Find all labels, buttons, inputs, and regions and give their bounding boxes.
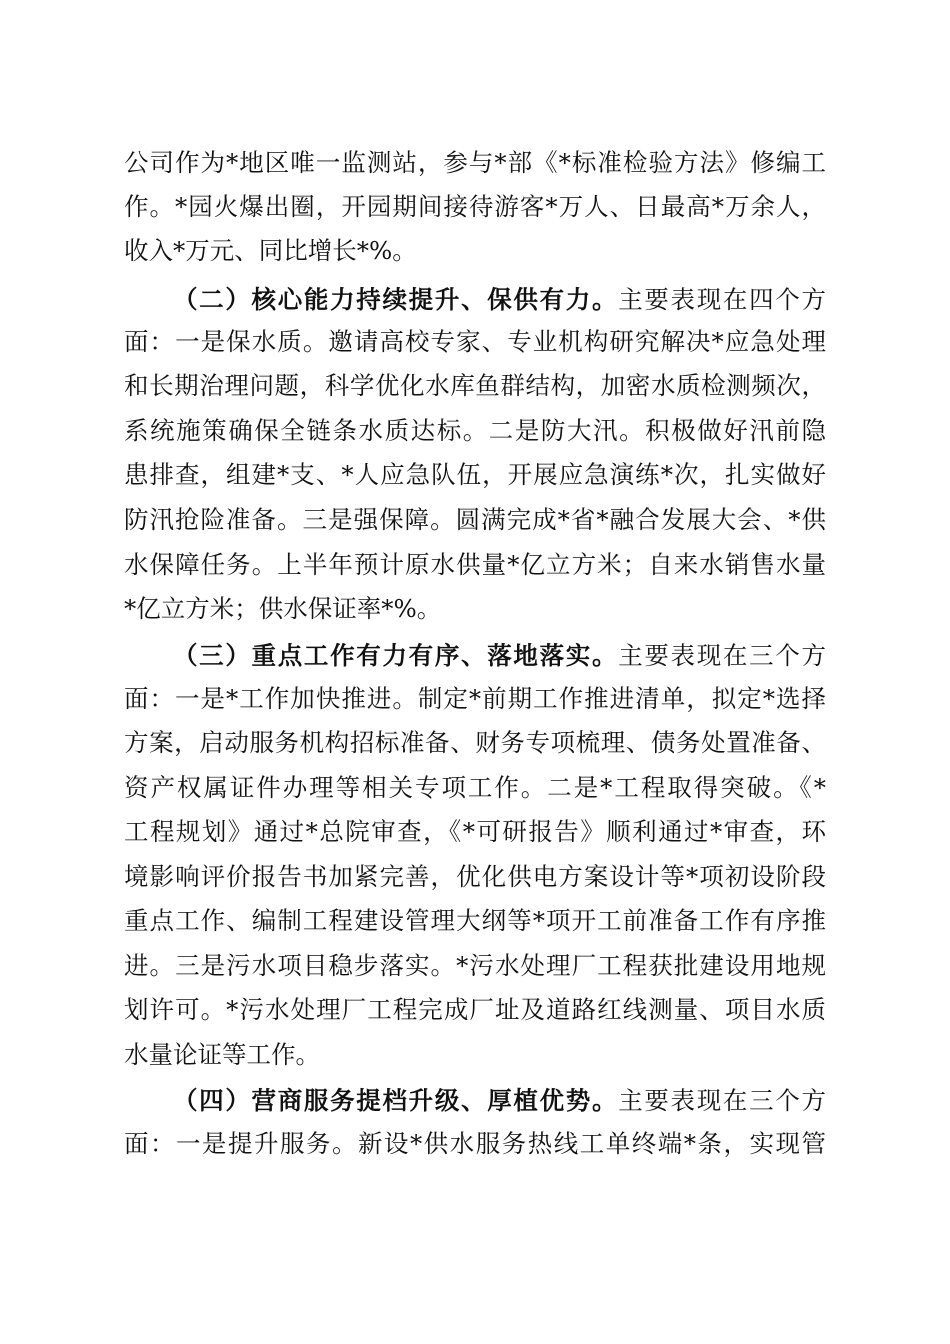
paragraph-line: 工程规划》通过*总院审查，《*可研报告》顺利通过*审查，环 [124, 817, 826, 846]
paragraph-first-line [173, 636, 826, 676]
paragraph-line: 境影响评价报告书加紧完善，优化供电方案设计等*项初设阶段 [124, 862, 826, 891]
section-heading: （三）重点工作有力有序、落地落实。 [173, 641, 619, 670]
paragraph-first-line [173, 1081, 826, 1121]
paragraph-line: 和长期治理问题，科学优化水库鱼群结构，加密水质检测频次， [124, 371, 826, 400]
paragraph-line: 资产权属证件办理等相关专项工作。二是*工程取得突破。《* [124, 773, 826, 802]
section-heading: （二）核心能力持续提升、保供有力。 [173, 285, 619, 314]
paragraph-line: 面：一是提升服务。新设*供水服务热线工单终端*条，实现管 [124, 1129, 826, 1158]
paragraph-line: 防汛抢险准备。三是强保障。圆满完成*省*融合发展大会、*供 [124, 505, 826, 534]
section-heading: （四）营商服务提档升级、厚植优势。 [173, 1086, 619, 1115]
paragraph-line: 患排查，组建*支、*人应急队伍，开展应急演练*次，扎实做好 [124, 460, 826, 489]
paragraph-line: 重点工作、编制工程建设管理大纲等*项开工前准备工作有序推 [124, 906, 826, 935]
paragraph-line: 划许可。*污水处理厂工程完成厂址及道路红线测量、项目水质 [124, 995, 826, 1024]
paragraph-line: 方案，启动服务机构招标准备、财务专项梳理、债务处置准备、 [124, 728, 826, 757]
paragraph-line: 公司作为*地区唯一监测站，参与*部《*标准检验方法》修编工 [124, 148, 826, 177]
paragraph-line: 水量论证等工作。 [124, 1040, 320, 1069]
paragraph-text: 主要表现在三个方 [618, 641, 826, 670]
paragraph-line: 系统施策确保全链条水质达标。二是防大汛。积极做好汛前隐 [124, 416, 826, 445]
paragraph-line: 作。*园火爆出圈，开园期间接待游客*万人、日最高*万余人， [124, 192, 826, 221]
paragraph-text: 主要表现在三个方 [618, 1086, 826, 1115]
paragraph-first-line [173, 280, 826, 320]
paragraph-line: *亿立方米；供水保证率*%。 [124, 594, 442, 623]
paragraph-line: 面：一是保水质。邀请高校专家、专业机构研究解决*应急处理 [124, 327, 826, 356]
paragraph-line: 面：一是*工作加快推进。制定*前期工作推进清单，拟定*选择 [124, 684, 826, 713]
paragraph-line: 水保障任务。上半年预计原水供量*亿立方米；自来水销售水量 [124, 550, 826, 579]
paragraph-line: 收入*万元、同比增长*%。 [124, 236, 417, 265]
paragraph-text: 主要表现在四个方 [618, 285, 826, 314]
paragraph-line: 进。三是污水项目稳步落实。*污水处理厂工程获批建设用地规 [124, 951, 826, 980]
